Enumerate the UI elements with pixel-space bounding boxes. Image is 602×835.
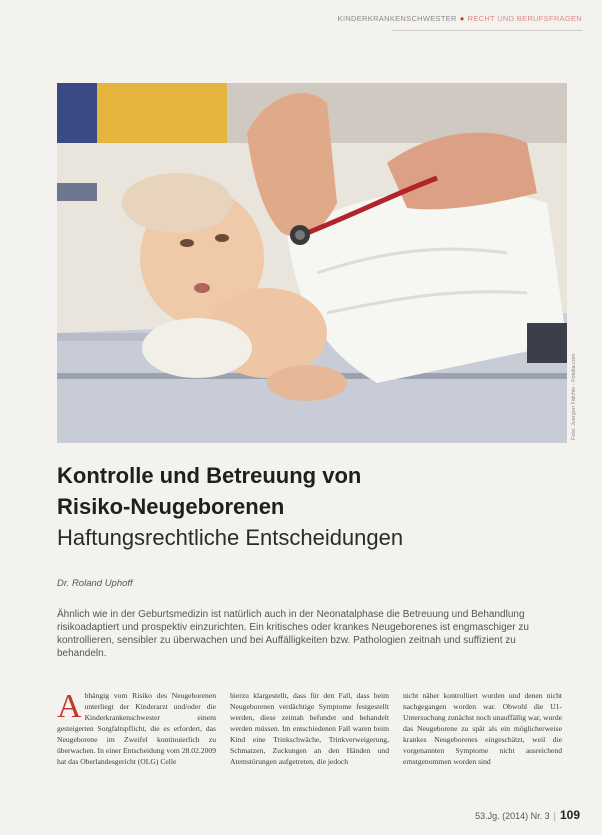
body-column-3: nicht näher kontrolliert wurden und denen nicht nachgegangen worden war. Obwohl die U1-Untersuchung zunächst noch unauffällig war, wurde das Neugeborene zu spät als ein möglicherweise krankes Neugeborenes eingeschätzt, weil die vorgenannten Symptome nicht ausreichend ernstgenommen worden sind bbox=[403, 691, 562, 766]
drop-cap: A bbox=[57, 688, 82, 725]
bullet-icon: ● bbox=[459, 14, 465, 23]
article-lead: Ähnlich wie in der Geburtsmedizin ist natürlich auch in der Neonatalphase die Betreuung und Behandlung risikoadaptiert und prospektiv einzurichten. Ein kritisches oder krankes Neugeborenes ist engmaschiger zu kontrollieren, sensibler zu überwachen und bei Auffälligkeiten bzw. Pathologien zeitnah und suffizient zu behandeln. bbox=[57, 609, 529, 659]
article-body bbox=[57, 690, 562, 810]
body-column-1-text: bhängig vom Risiko des Neugeborenen unterliegt der Kinderarzt und/oder die Kinderkrankenschwester einem gesteigerten Sorgfaltspflicht, die es erfordert, das Neugeborene im Zweifel kontinuierlich zu überwachen. In einer Entscheidung vom 28.02.2009 hat das Oberlandesgericht (OLG) Celle bbox=[57, 691, 216, 766]
header-rule bbox=[392, 30, 582, 31]
title-line-2: Risiko-Neugeborenen bbox=[57, 494, 285, 519]
body-column-2: hierzu klargestellt, dass für den Fall, dass beim Neugeborenen verdächtige Symptome festgestellt werden, diese zeitnah befundet und behandelt werden müssen. Im entschiedenen Fall waren beim Kind eine Trinkschwäche, Trinkverweigerung, Schmatzen, Zuckungen an den Händen und Atemstörungen aufgetreten, die jedoch bbox=[230, 691, 389, 766]
issue-citation: 53.Jg. (2014) Nr. 3 bbox=[475, 811, 550, 821]
newborn-examination-illustration bbox=[57, 83, 567, 443]
page-number: 109 bbox=[559, 808, 580, 822]
running-header bbox=[338, 14, 582, 23]
article-author: Dr. Roland Uphoff bbox=[57, 578, 133, 589]
article-title bbox=[57, 460, 557, 553]
section-name: RECHT UND BERUFSFRAGEN bbox=[467, 14, 582, 23]
body-column-1 bbox=[57, 690, 216, 810]
article-subtitle: Haftungsrechtliche Entscheidungen bbox=[57, 525, 404, 550]
photo-credit: Foto: Juergen Fälchle - Fotolia.com bbox=[571, 353, 577, 440]
journal-name: KINDERKRANKENSCHWESTER bbox=[337, 14, 457, 23]
footer-separator: | bbox=[553, 811, 556, 821]
page-footer bbox=[475, 808, 580, 822]
article-photo bbox=[57, 83, 567, 443]
title-line-1: Kontrolle und Betreuung von bbox=[57, 463, 362, 488]
